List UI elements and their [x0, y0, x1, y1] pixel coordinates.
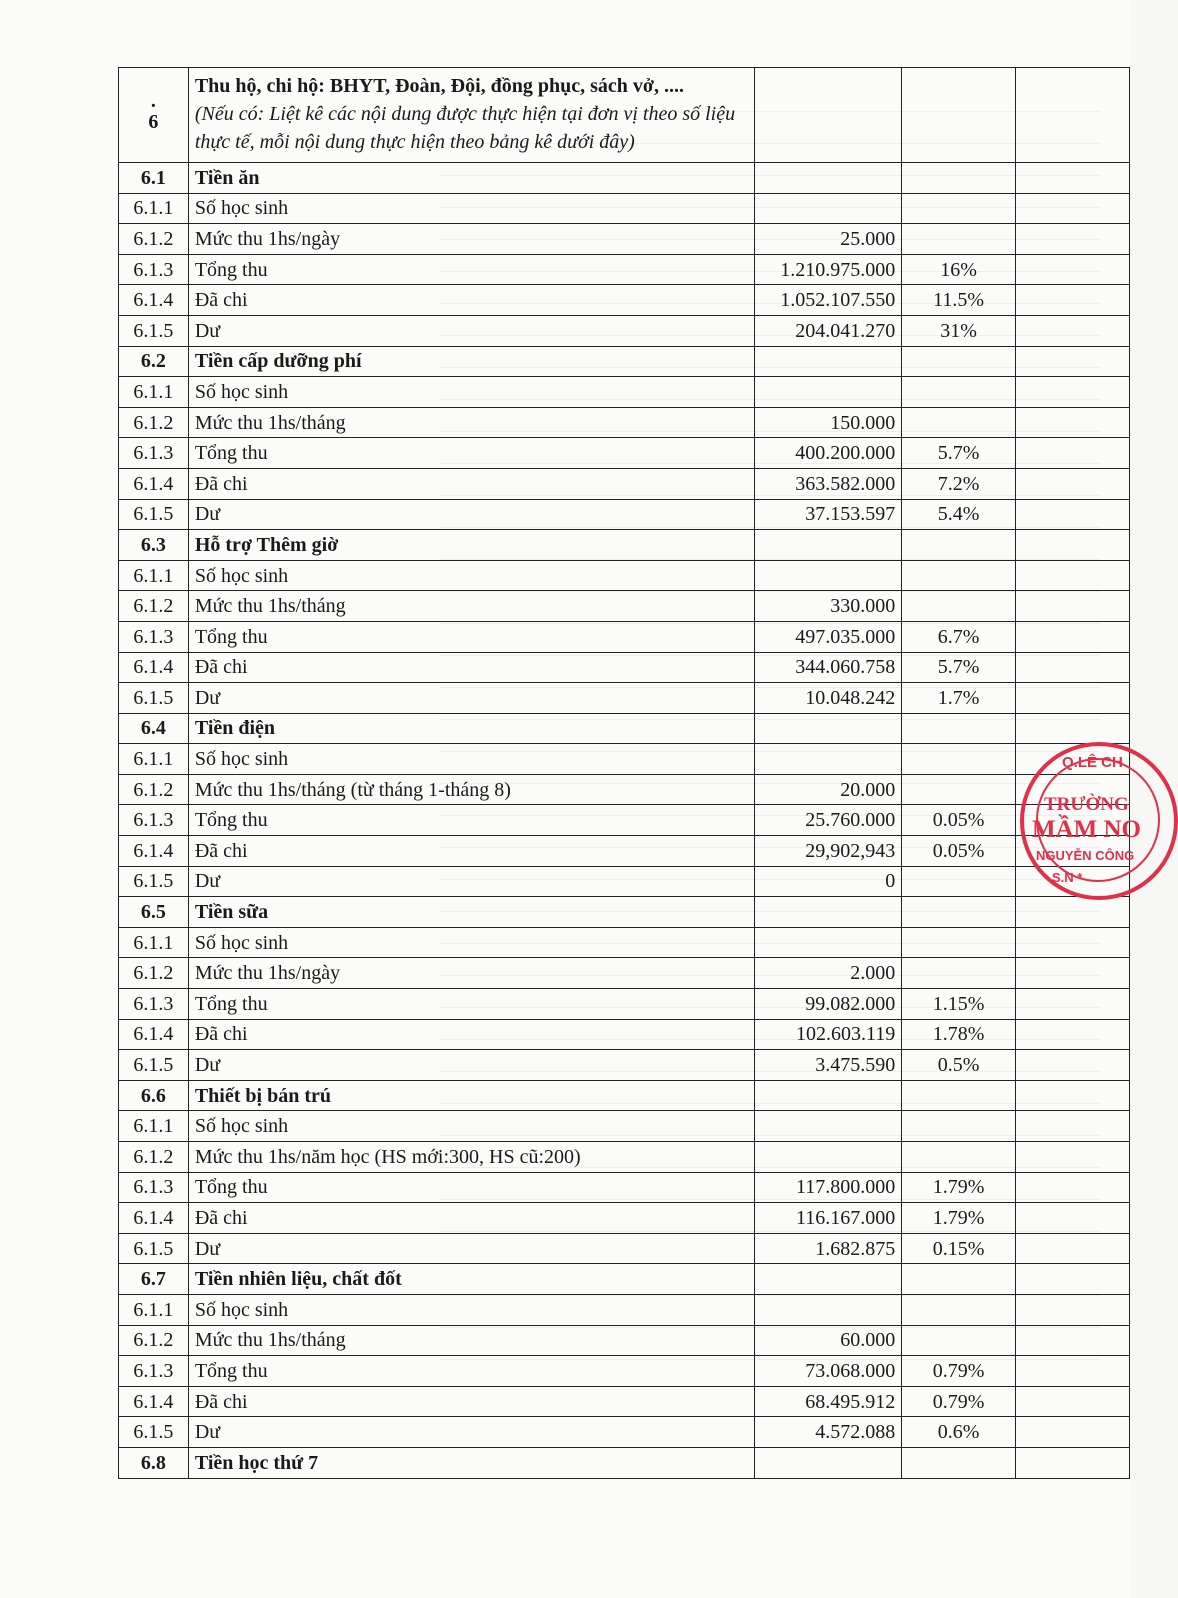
section-title: Hỗ trợ Thêm giờ [188, 530, 755, 561]
row-percent: 7.2% [902, 468, 1016, 499]
row-code: 6.1.2 [119, 1142, 189, 1173]
row-percent [902, 958, 1016, 989]
row-value: 497.035.000 [755, 621, 902, 652]
row-label: Tổng thu [188, 1356, 755, 1387]
row-label: Số học sinh [188, 927, 755, 958]
section-value-cell [755, 1264, 902, 1295]
row-value [755, 744, 902, 775]
row-label: Tổng thu [188, 805, 755, 836]
section-empty-cell [1015, 713, 1129, 744]
fees-table [118, 67, 1130, 1479]
row-value: 25.000 [755, 224, 902, 255]
row-empty-cell [1015, 866, 1129, 897]
row-code: 6.1.2 [119, 407, 189, 438]
section-pct-cell [902, 1447, 1016, 1478]
row-percent: 0.79% [902, 1356, 1016, 1387]
table-row [119, 621, 1130, 652]
header-content [188, 68, 755, 163]
table-row [119, 560, 1130, 591]
row-code: 6.1.3 [119, 1172, 189, 1203]
row-code: 6.1.3 [119, 438, 189, 469]
row-label: Dư [188, 1050, 755, 1081]
section-pct-cell [902, 346, 1016, 377]
header-pct-cell [902, 68, 1016, 163]
row-value [755, 377, 902, 408]
table-row [119, 1233, 1130, 1264]
row-value [755, 1142, 902, 1173]
row-code: 6.1.5 [119, 866, 189, 897]
row-code: 6.1.1 [119, 1111, 189, 1142]
row-empty-cell [1015, 836, 1129, 867]
row-percent [902, 224, 1016, 255]
table-row [119, 285, 1130, 316]
row-empty-cell [1015, 1294, 1129, 1325]
table-row [119, 836, 1130, 867]
row-value: 116.167.000 [755, 1203, 902, 1234]
header-value-cell [755, 68, 902, 163]
row-label: Dư [188, 866, 755, 897]
row-empty-cell [1015, 683, 1129, 714]
row-label: Số học sinh [188, 1294, 755, 1325]
row-label: Mức thu 1hs/tháng [188, 407, 755, 438]
row-code: 6.1.4 [119, 285, 189, 316]
row-code: 6.1.4 [119, 1386, 189, 1417]
section-value-cell [755, 1447, 902, 1478]
row-percent: 11.5% [902, 285, 1016, 316]
section-code: 6.2 [119, 346, 189, 377]
section-pct-cell [902, 530, 1016, 561]
section-value-cell [755, 163, 902, 194]
row-value: 1.210.975.000 [755, 254, 902, 285]
row-value: 102.603.119 [755, 1019, 902, 1050]
stamp-line-2: TRƯỜNG [1044, 794, 1129, 815]
stamp-line-5: S.N * [1052, 870, 1083, 885]
row-empty-cell [1015, 958, 1129, 989]
row-label: Dư [188, 1417, 755, 1448]
row-value: 68.495.912 [755, 1386, 902, 1417]
row-empty-cell [1015, 621, 1129, 652]
table-row [119, 1356, 1130, 1387]
row-label: Đã chi [188, 836, 755, 867]
row-label: Đã chi [188, 1019, 755, 1050]
section-empty-cell [1015, 897, 1129, 928]
row-value: 117.800.000 [755, 1172, 902, 1203]
row-label: Số học sinh [188, 377, 755, 408]
row-code: 6.1.3 [119, 1356, 189, 1387]
row-value [755, 1111, 902, 1142]
row-percent: 16% [902, 254, 1016, 285]
table-row [119, 1111, 1130, 1142]
row-empty-cell [1015, 774, 1129, 805]
section-pct-cell [902, 1264, 1016, 1295]
section-title: Tiền nhiên liệu, chất đốt [188, 1264, 755, 1295]
row-code: 6.1.1 [119, 744, 189, 775]
section-empty-cell [1015, 1080, 1129, 1111]
header-number-value: 6 [148, 111, 159, 133]
row-code: 6.1.5 [119, 1233, 189, 1264]
row-empty-cell [1015, 989, 1129, 1020]
row-percent: 31% [902, 315, 1016, 346]
row-percent [902, 591, 1016, 622]
table-row [119, 591, 1130, 622]
section-code: 6.8 [119, 1447, 189, 1478]
table-row [119, 1172, 1130, 1203]
row-code: 6.1.1 [119, 560, 189, 591]
row-empty-cell [1015, 224, 1129, 255]
section-code: 6.1 [119, 163, 189, 194]
row-value: 99.082.000 [755, 989, 902, 1020]
row-label: Dư [188, 315, 755, 346]
table-row [119, 1019, 1130, 1050]
row-percent: 1.79% [902, 1172, 1016, 1203]
row-empty-cell [1015, 1172, 1129, 1203]
row-empty-cell [1015, 377, 1129, 408]
row-value: 4.572.088 [755, 1417, 902, 1448]
row-label: Đã chi [188, 1203, 755, 1234]
row-empty-cell [1015, 805, 1129, 836]
section-value-cell [755, 530, 902, 561]
table-row [119, 1294, 1130, 1325]
row-code: 6.1.2 [119, 591, 189, 622]
row-percent: 0.6% [902, 1417, 1016, 1448]
row-label: Số học sinh [188, 744, 755, 775]
row-empty-cell [1015, 285, 1129, 316]
row-code: 6.1.2 [119, 224, 189, 255]
table-row [119, 315, 1130, 346]
row-value: 1.682.875 [755, 1233, 902, 1264]
row-empty-cell [1015, 1325, 1129, 1356]
row-value: 330.000 [755, 591, 902, 622]
row-label: Tổng thu [188, 989, 755, 1020]
section-pct-cell [902, 897, 1016, 928]
row-value: 0 [755, 866, 902, 897]
table-row [119, 652, 1130, 683]
row-code: 6.1.4 [119, 468, 189, 499]
table-row [119, 1142, 1130, 1173]
header-empty-cell [1015, 68, 1129, 163]
row-value [755, 1294, 902, 1325]
row-empty-cell [1015, 591, 1129, 622]
row-label: Số học sinh [188, 193, 755, 224]
row-label: Tổng thu [188, 254, 755, 285]
table-row [119, 683, 1130, 714]
row-value: 2.000 [755, 958, 902, 989]
section-code: 6.5 [119, 897, 189, 928]
row-label: Số học sinh [188, 1111, 755, 1142]
row-percent [902, 744, 1016, 775]
row-code: 6.1.4 [119, 652, 189, 683]
row-label: Dư [188, 499, 755, 530]
row-percent: 1.78% [902, 1019, 1016, 1050]
row-code: 6.1.2 [119, 1325, 189, 1356]
row-value: 204.041.270 [755, 315, 902, 346]
header-note: (Nếu có: Liệt kê các nội dung được thực hiện tại đơn vị theo số liệu thực tế, mỗi nội dung thực hiện theo bảng kê dưới đây) [194, 103, 736, 153]
row-percent [902, 377, 1016, 408]
row-empty-cell [1015, 1356, 1129, 1387]
section-code: 6.4 [119, 713, 189, 744]
stamp-line-3: MẦM NO [1032, 816, 1141, 843]
row-label: Đã chi [188, 285, 755, 316]
row-percent [902, 1294, 1016, 1325]
row-label: Đã chi [188, 468, 755, 499]
row-empty-cell [1015, 1142, 1129, 1173]
row-percent [902, 1325, 1016, 1356]
row-empty-cell [1015, 254, 1129, 285]
row-percent [902, 866, 1016, 897]
row-percent: 0.5% [902, 1050, 1016, 1081]
section-row [119, 346, 1130, 377]
row-label: Đã chi [188, 1386, 755, 1417]
section-value-cell [755, 1080, 902, 1111]
section-row [119, 1264, 1130, 1295]
row-value: 25.760.000 [755, 805, 902, 836]
section-pct-cell [902, 713, 1016, 744]
row-percent: 1.79% [902, 1203, 1016, 1234]
table-row [119, 958, 1130, 989]
row-code: 6.1.3 [119, 989, 189, 1020]
row-value: 1.052.107.550 [755, 285, 902, 316]
section-value-cell [755, 713, 902, 744]
table-row [119, 866, 1130, 897]
row-code: 6.1.3 [119, 805, 189, 836]
row-percent: 0.15% [902, 1233, 1016, 1264]
section-empty-cell [1015, 530, 1129, 561]
row-empty-cell [1015, 468, 1129, 499]
table-row [119, 774, 1130, 805]
section-title: Tiền ăn [188, 163, 755, 194]
row-percent [902, 927, 1016, 958]
row-label: Số học sinh [188, 560, 755, 591]
row-code: 6.1.4 [119, 1203, 189, 1234]
row-percent [902, 407, 1016, 438]
row-value: 400.200.000 [755, 438, 902, 469]
table-row [119, 224, 1130, 255]
stamp-line-1: Q.LÊ CH [1062, 754, 1123, 771]
section-code: 6.3 [119, 530, 189, 561]
row-empty-cell [1015, 1050, 1129, 1081]
row-percent: 1.7% [902, 683, 1016, 714]
row-value: 73.068.000 [755, 1356, 902, 1387]
section-row [119, 713, 1130, 744]
row-label: Dư [188, 683, 755, 714]
row-code: 6.1.5 [119, 1050, 189, 1081]
row-code: 6.1.5 [119, 683, 189, 714]
row-value: 150.000 [755, 407, 902, 438]
row-value [755, 560, 902, 591]
table-row [119, 438, 1130, 469]
row-label: Dư [188, 1233, 755, 1264]
table-row [119, 1050, 1130, 1081]
row-code: 6.1.5 [119, 499, 189, 530]
table-row [119, 927, 1130, 958]
row-empty-cell [1015, 1417, 1129, 1448]
table-row [119, 989, 1130, 1020]
row-percent: 0.05% [902, 805, 1016, 836]
row-empty-cell [1015, 1386, 1129, 1417]
section-title: Tiền điện [188, 713, 755, 744]
row-value: 344.060.758 [755, 652, 902, 683]
row-percent [902, 193, 1016, 224]
row-code: 6.1.4 [119, 1019, 189, 1050]
section-pct-cell [902, 1080, 1016, 1111]
table-row [119, 193, 1130, 224]
row-value: 10.048.242 [755, 683, 902, 714]
section-code: 6.7 [119, 1264, 189, 1295]
row-empty-cell [1015, 1019, 1129, 1050]
row-percent: 5.7% [902, 438, 1016, 469]
row-label: Tổng thu [188, 1172, 755, 1203]
row-empty-cell [1015, 744, 1129, 775]
row-value: 20.000 [755, 774, 902, 805]
row-value: 37.153.597 [755, 499, 902, 530]
section-title: Tiền học thứ 7 [188, 1447, 755, 1478]
row-value [755, 193, 902, 224]
section-title: Tiền sữa [188, 897, 755, 928]
header-row [119, 68, 1130, 163]
section-empty-cell [1015, 163, 1129, 194]
row-value: 363.582.000 [755, 468, 902, 499]
section-empty-cell [1015, 1264, 1129, 1295]
table-row [119, 1325, 1130, 1356]
section-row [119, 530, 1130, 561]
section-code: 6.6 [119, 1080, 189, 1111]
row-empty-cell [1015, 438, 1129, 469]
row-empty-cell [1015, 652, 1129, 683]
row-label: Tổng thu [188, 438, 755, 469]
table-row [119, 499, 1130, 530]
row-empty-cell [1015, 560, 1129, 591]
section-pct-cell [902, 163, 1016, 194]
row-code: 6.1.5 [119, 1417, 189, 1448]
table-row [119, 377, 1130, 408]
section-empty-cell [1015, 1447, 1129, 1478]
table-row [119, 254, 1130, 285]
row-label: Đã chi [188, 652, 755, 683]
section-row [119, 163, 1130, 194]
section-title: Thiết bị bán trú [188, 1080, 755, 1111]
section-row [119, 897, 1130, 928]
row-empty-cell [1015, 407, 1129, 438]
table-row [119, 805, 1130, 836]
row-label: Mức thu 1hs/tháng [188, 591, 755, 622]
row-percent [902, 774, 1016, 805]
row-code: 6.1.3 [119, 254, 189, 285]
row-code: 6.1.2 [119, 958, 189, 989]
row-empty-cell [1015, 193, 1129, 224]
row-code: 6.1.1 [119, 1294, 189, 1325]
section-value-cell [755, 897, 902, 928]
row-percent: 0.05% [902, 836, 1016, 867]
row-code: 6.1.5 [119, 315, 189, 346]
row-value [755, 927, 902, 958]
row-percent: 6.7% [902, 621, 1016, 652]
row-code: 6.1.1 [119, 377, 189, 408]
row-empty-cell [1015, 315, 1129, 346]
table-row [119, 468, 1130, 499]
table-row [119, 407, 1130, 438]
header-title: Thu hộ, chi hộ: BHYT, Đoàn, Đội, đồng phục, sách vở, .... [194, 75, 685, 97]
table-row [119, 744, 1130, 775]
row-empty-cell [1015, 1203, 1129, 1234]
row-empty-cell [1015, 499, 1129, 530]
section-row [119, 1080, 1130, 1111]
section-title: Tiền cấp dưỡng phí [188, 346, 755, 377]
section-row [119, 1447, 1130, 1478]
row-percent: 0.79% [902, 1386, 1016, 1417]
row-label: Mức thu 1hs/ngày [188, 958, 755, 989]
row-code: 6.1.1 [119, 927, 189, 958]
section-empty-cell [1015, 346, 1129, 377]
row-percent: 5.4% [902, 499, 1016, 530]
row-label: Mức thu 1hs/năm học (HS mới:300, HS cũ:200) [188, 1142, 755, 1173]
row-percent [902, 1142, 1016, 1173]
row-empty-cell [1015, 1233, 1129, 1264]
row-percent: 5.7% [902, 652, 1016, 683]
row-percent: 1.15% [902, 989, 1016, 1020]
stamp-line-4: NGUYỄN CÔNG [1036, 848, 1135, 863]
row-code: 6.1.3 [119, 621, 189, 652]
table-row [119, 1386, 1130, 1417]
row-code: 6.1.1 [119, 193, 189, 224]
row-percent [902, 1111, 1016, 1142]
row-percent [902, 560, 1016, 591]
row-label: Mức thu 1hs/ngày [188, 224, 755, 255]
row-label: Mức thu 1hs/tháng [188, 1325, 755, 1356]
table-row [119, 1417, 1130, 1448]
table-row [119, 1203, 1130, 1234]
header-number-dot: . [150, 90, 156, 112]
section-value-cell [755, 346, 902, 377]
row-empty-cell [1015, 1111, 1129, 1142]
row-value: 60.000 [755, 1325, 902, 1356]
row-code: 6.1.2 [119, 774, 189, 805]
row-value: 3.475.590 [755, 1050, 902, 1081]
header-number [119, 68, 189, 163]
row-code: 6.1.4 [119, 836, 189, 867]
row-value: 29,902,943 [755, 836, 902, 867]
row-empty-cell [1015, 927, 1129, 958]
row-label: Tổng thu [188, 621, 755, 652]
row-label: Mức thu 1hs/tháng (từ tháng 1-tháng 8) [188, 774, 755, 805]
